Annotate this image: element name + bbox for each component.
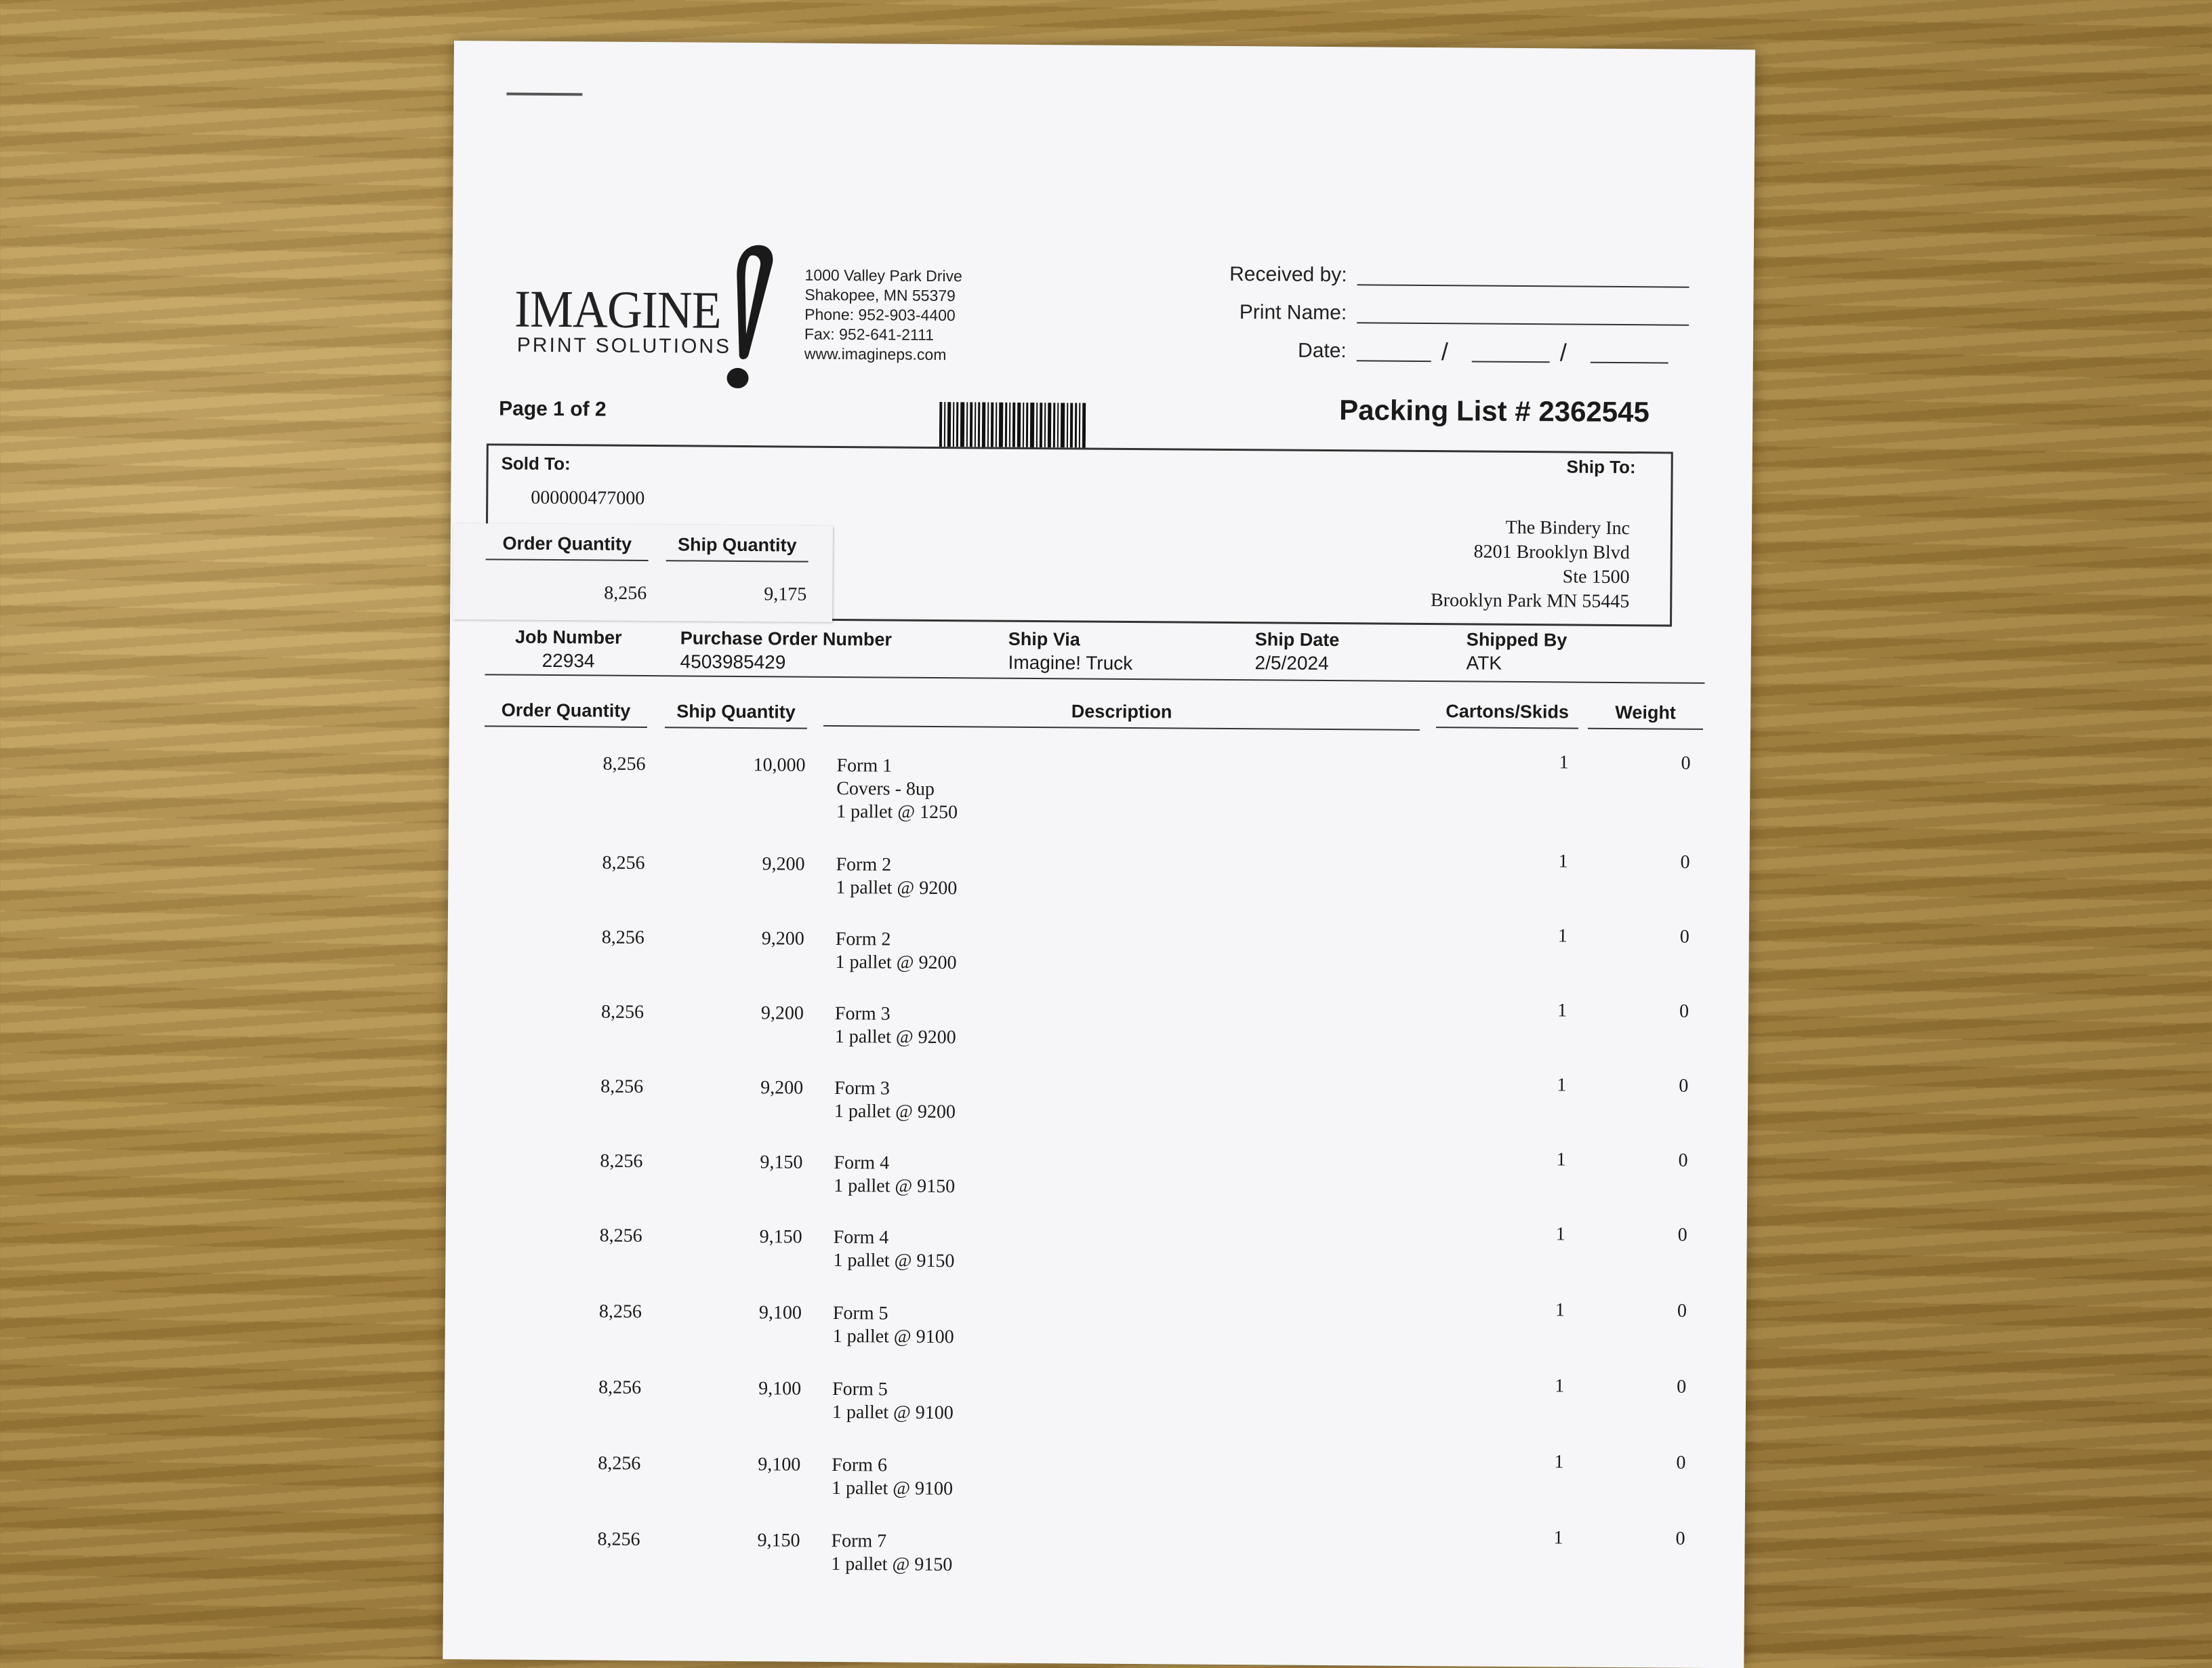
summary-order-qty: 8,256 bbox=[604, 582, 647, 605]
description-line: 1 pallet @ 9150 bbox=[834, 1175, 956, 1198]
date-year-line[interactable] bbox=[1591, 362, 1668, 364]
description-line: Form 2 bbox=[835, 928, 891, 950]
order-qty-cell: 8,256 bbox=[599, 1225, 642, 1246]
weight-cell: 0 bbox=[1676, 1452, 1686, 1473]
order-qty-cell: 8,256 bbox=[601, 927, 644, 948]
ship-via-label: Ship Via bbox=[1008, 628, 1081, 650]
description-line: 1 pallet @ 9150 bbox=[831, 1553, 953, 1576]
sold-to-value: 000000477000 bbox=[531, 487, 645, 509]
address-line: 1000 Valley Park Drive bbox=[804, 266, 962, 285]
description-line: 1 pallet @ 1250 bbox=[836, 800, 958, 823]
header-underline bbox=[485, 725, 647, 728]
description-line: Covers - 8up bbox=[836, 777, 935, 800]
page-indicator: Page 1 of 2 bbox=[499, 397, 607, 421]
ship-qty-cell: 10,000 bbox=[753, 754, 806, 776]
cartons-cell: 1 bbox=[1555, 1223, 1565, 1245]
job-number-label: Job Number bbox=[514, 626, 622, 648]
ship-to-address bbox=[1331, 514, 1630, 614]
corner-mark bbox=[506, 93, 582, 96]
order-qty-cell: 8,256 bbox=[600, 1076, 644, 1097]
weight-cell: 0 bbox=[1679, 1000, 1689, 1022]
order-qty-cell: 8,256 bbox=[600, 1150, 643, 1172]
date-label: Date: bbox=[1298, 339, 1347, 363]
order-qty-cell: 8,256 bbox=[598, 1452, 641, 1474]
weight-cell: 0 bbox=[1677, 1224, 1687, 1246]
header-underline bbox=[823, 725, 1420, 731]
ship-qty-cell: 9,100 bbox=[758, 1302, 802, 1324]
ship-to-street: 8201 Brooklyn Blvd bbox=[1473, 541, 1630, 564]
description-line: Form 6 bbox=[832, 1454, 888, 1476]
cartons-cell: 1 bbox=[1557, 1000, 1568, 1021]
cartons-cell: 1 bbox=[1557, 925, 1568, 947]
ship-qty-cell: 9,200 bbox=[760, 1002, 804, 1024]
order-qty-cell: 8,256 bbox=[600, 1001, 644, 1023]
shipped-by-label: Shipped By bbox=[1466, 629, 1568, 651]
cartons-cell: 1 bbox=[1554, 1451, 1564, 1473]
order-qty-cell: 8,256 bbox=[597, 1528, 640, 1550]
description-line: 1 pallet @ 9100 bbox=[831, 1477, 954, 1500]
description-line: Form 7 bbox=[831, 1530, 887, 1552]
description-line: Form 2 bbox=[836, 853, 892, 876]
col-ship-qty: Ship Quantity bbox=[676, 701, 796, 723]
ship-qty-cell: 9,150 bbox=[759, 1226, 802, 1248]
cartons-cell: 1 bbox=[1558, 851, 1568, 872]
ship-to-city: Brooklyn Park MN 55445 bbox=[1430, 590, 1630, 613]
job-number: 22934 bbox=[541, 649, 595, 672]
exclamation-logo-icon bbox=[709, 239, 778, 403]
ship-to-suite: Ste 1500 bbox=[1562, 566, 1630, 588]
ship-qty-cell: 9,100 bbox=[758, 1454, 801, 1476]
po-number: 4503985429 bbox=[680, 651, 786, 673]
weight-cell: 0 bbox=[1677, 1300, 1687, 1322]
col-weight: Weight bbox=[1615, 701, 1676, 723]
description-line: 1 pallet @ 9100 bbox=[832, 1401, 954, 1424]
description-line: 1 pallet @ 9200 bbox=[835, 951, 957, 974]
sold-to-label: Sold To: bbox=[501, 453, 571, 474]
header-underline bbox=[1588, 728, 1703, 730]
weight-cell: 0 bbox=[1681, 752, 1691, 774]
description-line: 1 pallet @ 9200 bbox=[834, 1100, 956, 1123]
weight-cell: 0 bbox=[1678, 1150, 1688, 1171]
weight-cell: 0 bbox=[1677, 1376, 1687, 1398]
packing-list-paper bbox=[443, 41, 1755, 1668]
weight-cell: 0 bbox=[1675, 1528, 1685, 1549]
weight-cell: 0 bbox=[1680, 851, 1690, 873]
cartons-cell: 1 bbox=[1557, 1074, 1567, 1096]
ship-date: 2/5/2024 bbox=[1254, 652, 1329, 674]
date-slash: / bbox=[1559, 338, 1567, 367]
ship-to-label: Ship To: bbox=[1566, 456, 1636, 478]
packing-list-number: Packing List # 2362545 bbox=[1339, 394, 1650, 428]
job-row-divider bbox=[485, 674, 1704, 684]
header-underline bbox=[665, 727, 807, 729]
received-by-line[interactable] bbox=[1357, 284, 1689, 287]
description-line: 1 pallet @ 9200 bbox=[836, 876, 958, 899]
ship-to-name: The Bindery Inc bbox=[1505, 516, 1631, 540]
address-line: Fax: 952-641-2111 bbox=[804, 325, 935, 344]
cartons-cell: 1 bbox=[1555, 1299, 1565, 1321]
order-qty-cell: 8,256 bbox=[602, 852, 645, 874]
ship-qty-cell: 9,150 bbox=[757, 1530, 800, 1551]
barcode-icon bbox=[939, 402, 1086, 448]
address-line: Phone: 952-903-4400 bbox=[804, 305, 956, 325]
cartons-cell: 1 bbox=[1553, 1527, 1563, 1549]
description-line: Form 1 bbox=[836, 754, 893, 777]
description-line: 1 pallet @ 9100 bbox=[832, 1325, 954, 1348]
summary-ship-qty-label: Ship Quantity bbox=[677, 534, 797, 556]
received-by-label: Received by: bbox=[1229, 262, 1347, 287]
description-line: Form 5 bbox=[832, 1378, 888, 1400]
order-qty-cell: 8,256 bbox=[598, 1377, 642, 1398]
cartons-cell: 1 bbox=[1556, 1149, 1566, 1171]
col-order-qty: Order Quantity bbox=[501, 699, 631, 721]
cartons-cell: 1 bbox=[1559, 752, 1569, 773]
ship-via: Imagine! Truck bbox=[1008, 651, 1133, 674]
col-description: Description bbox=[1071, 701, 1172, 723]
weight-cell: 0 bbox=[1679, 1075, 1689, 1097]
ship-qty-cell: 9,200 bbox=[760, 1077, 804, 1099]
weight-cell: 0 bbox=[1679, 926, 1689, 948]
summary-ship-qty: 9,175 bbox=[764, 584, 807, 605]
address-line: Shakopee, MN 55379 bbox=[804, 285, 956, 305]
print-name-label: Print Name: bbox=[1239, 301, 1347, 325]
po-label: Purchase Order Number bbox=[680, 628, 893, 650]
ship-qty-cell: 9,200 bbox=[761, 928, 804, 950]
description-line: Form 4 bbox=[833, 1226, 889, 1248]
description-line: Form 3 bbox=[834, 1077, 890, 1099]
date-slash: / bbox=[1441, 338, 1448, 366]
logo-imagine: IMAGINE bbox=[514, 279, 722, 340]
cartons-cell: 1 bbox=[1555, 1375, 1565, 1397]
date-month-line[interactable] bbox=[1357, 360, 1431, 362]
summary-order-qty-label: Order Quantity bbox=[502, 533, 632, 554]
order-qty-cell: 8,256 bbox=[598, 1301, 642, 1322]
date-day-line[interactable] bbox=[1472, 361, 1550, 363]
col-cartons: Cartons/Skids bbox=[1446, 701, 1570, 723]
shipped-by: ATK bbox=[1466, 652, 1502, 674]
ship-qty-cell: 9,200 bbox=[762, 853, 805, 875]
description-line: 1 pallet @ 9200 bbox=[834, 1025, 956, 1049]
header-underline bbox=[1436, 727, 1578, 729]
ship-date-label: Ship Date bbox=[1254, 629, 1340, 651]
description-line: Form 4 bbox=[834, 1152, 890, 1174]
print-name-line[interactable] bbox=[1357, 322, 1689, 325]
description-line: 1 pallet @ 9150 bbox=[833, 1249, 955, 1272]
order-qty-cell: 8,256 bbox=[602, 753, 646, 775]
company-address bbox=[804, 266, 962, 365]
description-line: Form 3 bbox=[834, 1002, 890, 1025]
ship-qty-cell: 9,100 bbox=[758, 1378, 802, 1400]
logo-print-solutions: PRINT SOLUTIONS bbox=[516, 333, 732, 358]
description-line: Form 5 bbox=[832, 1302, 888, 1324]
company-website: www.imagineps.com bbox=[804, 344, 947, 364]
ship-qty-cell: 9,150 bbox=[760, 1152, 803, 1173]
